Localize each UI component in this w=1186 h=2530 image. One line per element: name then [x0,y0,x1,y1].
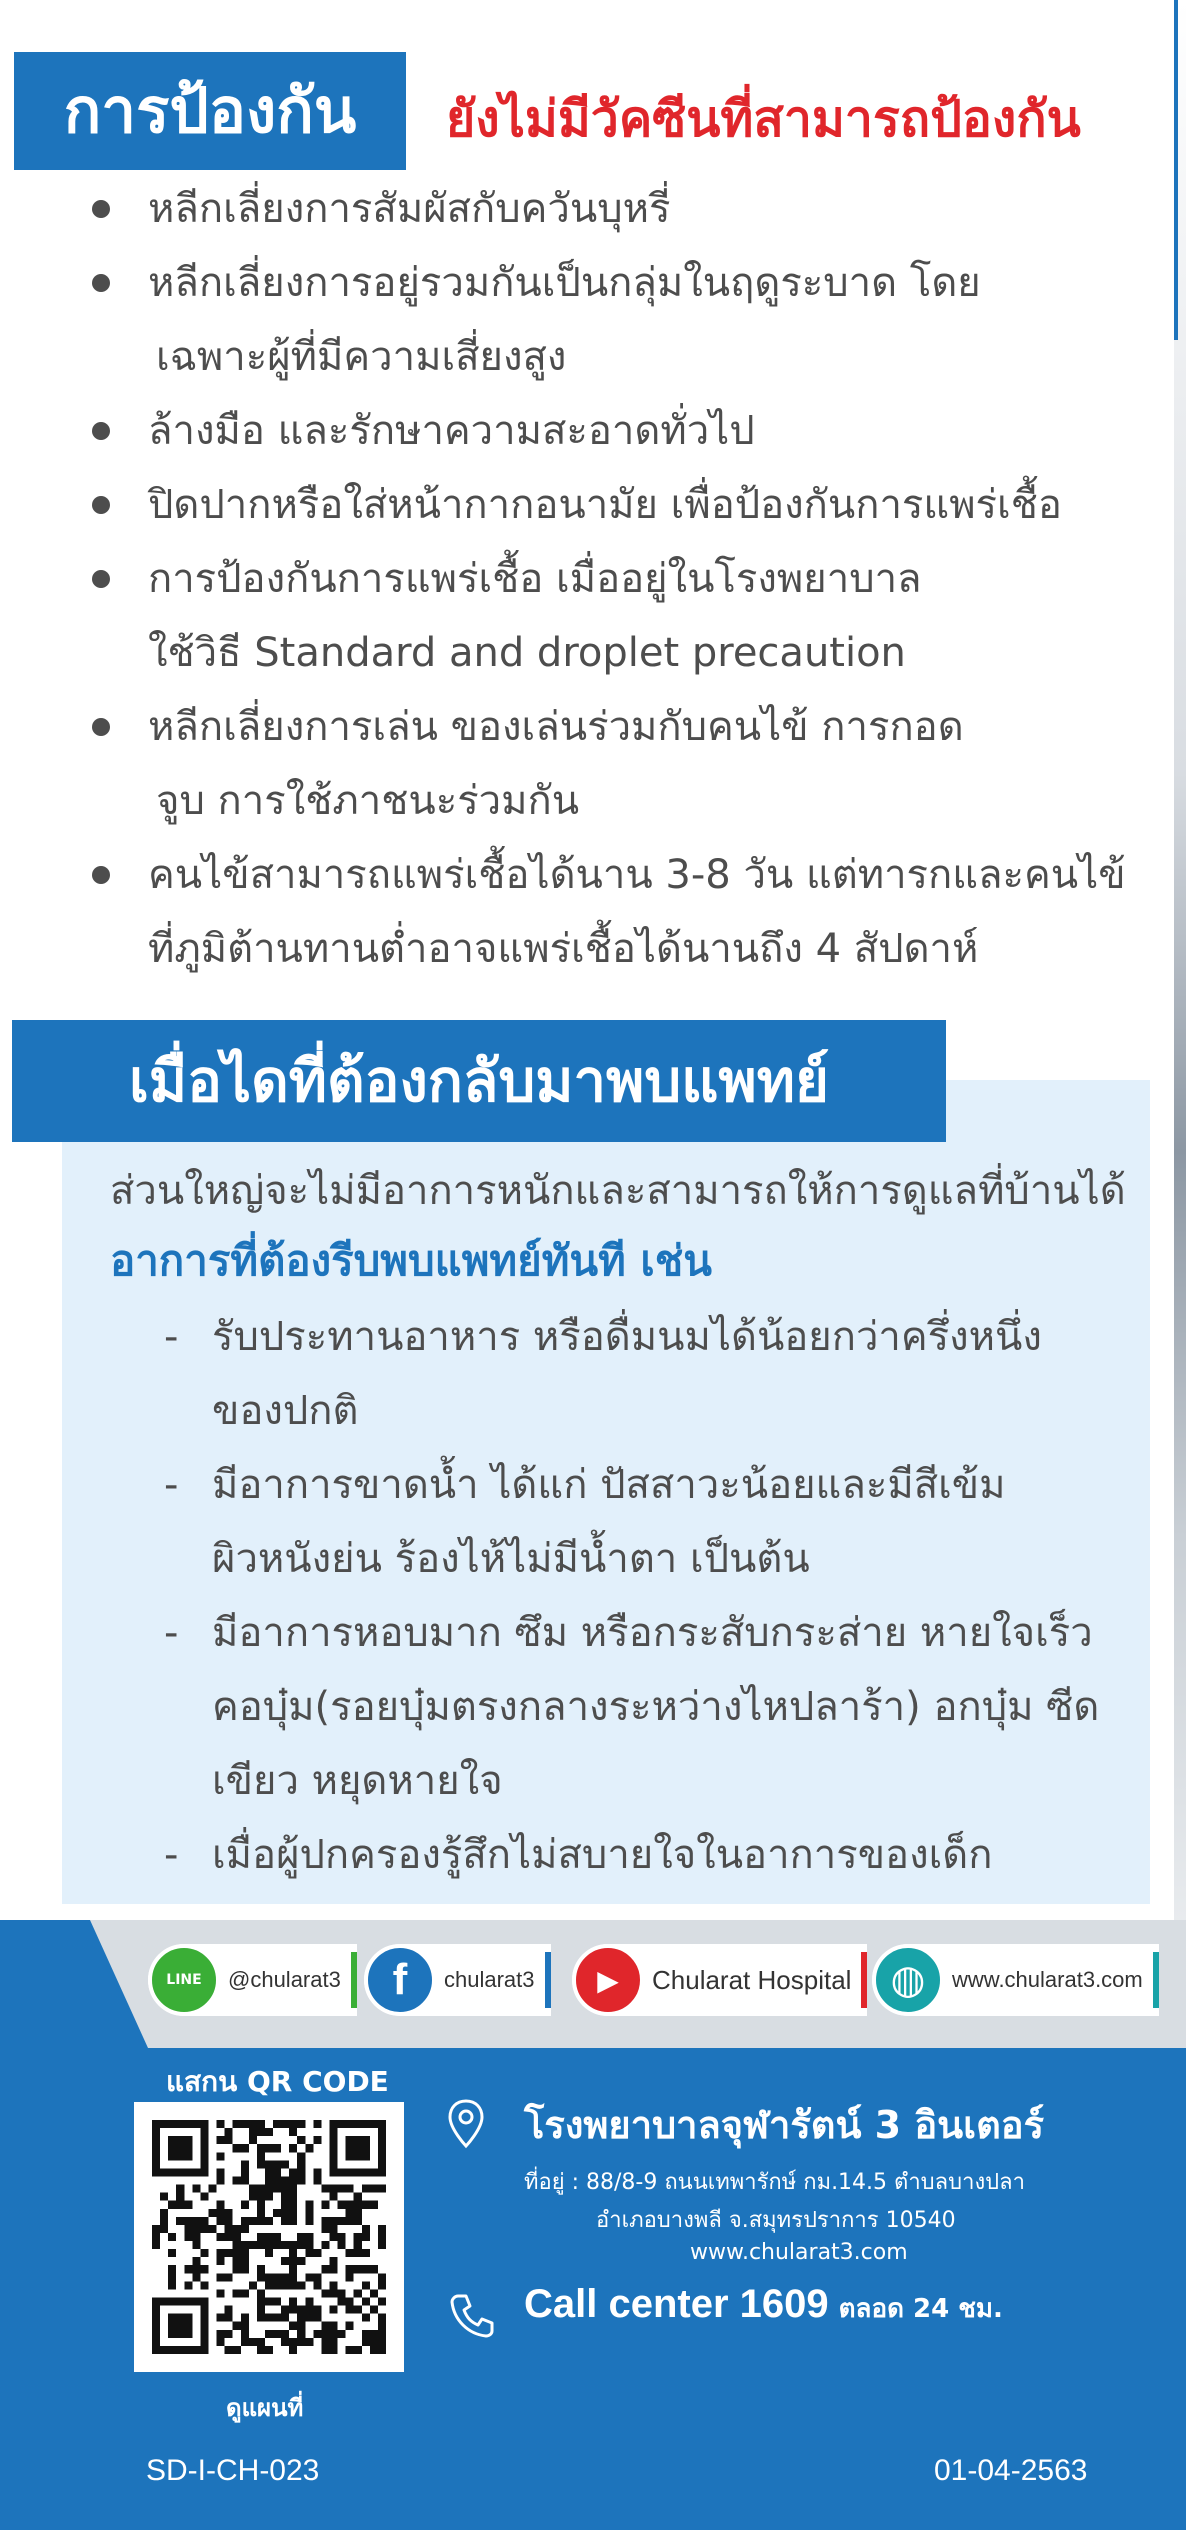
line-icon: LINE [148,1944,220,2016]
bullet-dot [92,422,110,440]
edge-accent-line [1174,0,1178,340]
youtube-icon: ▶ [572,1944,644,2016]
phone-icon [446,2290,498,2342]
list-item: หลีกเลี่ยงการอยู่รวมกันเป็นกลุ่มในฤดูระบาด โดย เฉพาะผู้ที่มีความเสี่ยงสูง [88,246,1168,394]
list-item: - มีอาการขาดน้ำ ได้แก่ ปัสสาวะน้อยและมีสีเข้ม ผิวหนังย่น ร้องไห้ไม่มีน้ำตา เป็นต้น [164,1462,1006,1582]
address-line-1: ที่อยู่ : 88/8-9 ถนนเทพารักษ์ กม.14.5 ตำบลบางปลา [524,2170,1025,2195]
bullet-dot [92,274,110,292]
globe-icon: ◍ [872,1944,944,2016]
list-item: - เมื่อผู้ปกครองรู้สึกไม่สบายใจในอาการของเด็ก [164,1832,993,1878]
location-pin-icon [446,2098,486,2150]
bullet-dot [92,570,110,588]
map-caption: ดูแผนที่ [226,2394,304,2422]
accent-bar [1153,1952,1159,2008]
bullet-dot [92,496,110,514]
list-item: คนไข้สามารถแพร่เชื้อได้นาน 3-8 วัน แต่ทารกและคนไข้ ที่ภูมิต้านทานต่ำอาจแพร่เชื้อได้นานถึง 4 สัปดาห์ [88,838,1168,986]
footer [0,1920,1186,2530]
facebook-icon: f [364,1944,436,2016]
call-center-number: Call center 1609 [524,2282,829,2326]
list-item: หลีกเลี่ยงการสัมผัสกับควันบุหรี่ [88,172,1168,246]
qr-title: แสกน QR CODE [166,2065,389,2098]
prevention-header [14,52,1174,170]
list-item: - มีอาการหอบมาก ซึม หรือกระสับกระส่าย หายใจเร็ว คอบุ๋ม(รอยบุ๋มตรงกลางระหว่างไหปลาร้า) อกบุ๋ม ซีด เขียว หยุดหายใจ [164,1610,1100,1804]
social-website-link[interactable]: ◍ www.chularat3.com [872,1944,1159,2016]
qr-code[interactable] [134,2102,404,2372]
urgent-symptoms-heading: อาการที่ต้องรีบพบแพทย์ทันที เช่น [110,1236,712,1285]
list-item: - รับประทานอาหาร หรือดื่มนมได้น้อยกว่าครึ่งหนึ่ง ของปกติ [164,1314,1042,1434]
accent-bar [545,1952,551,2008]
see-doctor-title: เมื่อไดที่ต้องกลับมาพบแพทย์ [12,1020,946,1142]
prevention-title: การป้องกัน [14,52,406,170]
bullet-dot [92,200,110,218]
prevention-bullet-list [88,172,1168,986]
call-center-hours: ตลอด 24 ชม. [838,2294,1003,2324]
call-center[interactable] [524,2282,1003,2329]
social-line-link[interactable]: LINE @chularat3 [148,1944,357,2016]
document-date: 01-04-2563 [934,2454,1088,2487]
accent-bar [861,1952,867,2008]
social-facebook-link[interactable]: f chularat3 [364,1944,551,2016]
prevention-subtitle: ยังไม่มีวัคซีนที่สามารถป้องกัน [446,90,1081,148]
qr-code-pattern [152,2120,386,2354]
list-item: ปิดปากหรือใส่หน้ากากอนามัย เพื่อป้องกันการแพร่เชื้อ [88,468,1168,542]
see-doctor-intro: ส่วนใหญ่จะไม่มีอาการหนักและสามารถให้การดูแลที่บ้านได้ [110,1168,1126,1214]
bullet-dot [92,718,110,736]
website-link[interactable]: www.chularat3.com [690,2240,908,2265]
right-edge-photo-strip [1174,0,1186,1920]
accent-bar [351,1952,357,2008]
list-item: หลีกเลี่ยงการเล่น ของเล่นร่วมกับคนไข้ การกอด จูบ การใช้ภาชนะร่วมกัน [88,690,1168,838]
urgent-symptoms-list [160,1300,1160,1892]
hospital-name: โรงพยาบาลจุฬารัตน์ 3 อินเตอร์ [524,2103,1045,2147]
list-item: ล้างมือ และรักษาความสะอาดทั่วไป [88,394,1168,468]
social-youtube-link[interactable]: ▶ Chularat Hospital [572,1944,867,2016]
address-line-2: อำเภอบางพลี จ.สมุทรปราการ 10540 [596,2208,956,2233]
document-code: SD-I-CH-023 [146,2454,320,2487]
list-item: การป้องกันการแพร่เชื้อ เมื่ออยู่ในโรงพยาบาล ใช้วิธี Standard and droplet precaution [88,542,1168,690]
bullet-dot [92,866,110,884]
